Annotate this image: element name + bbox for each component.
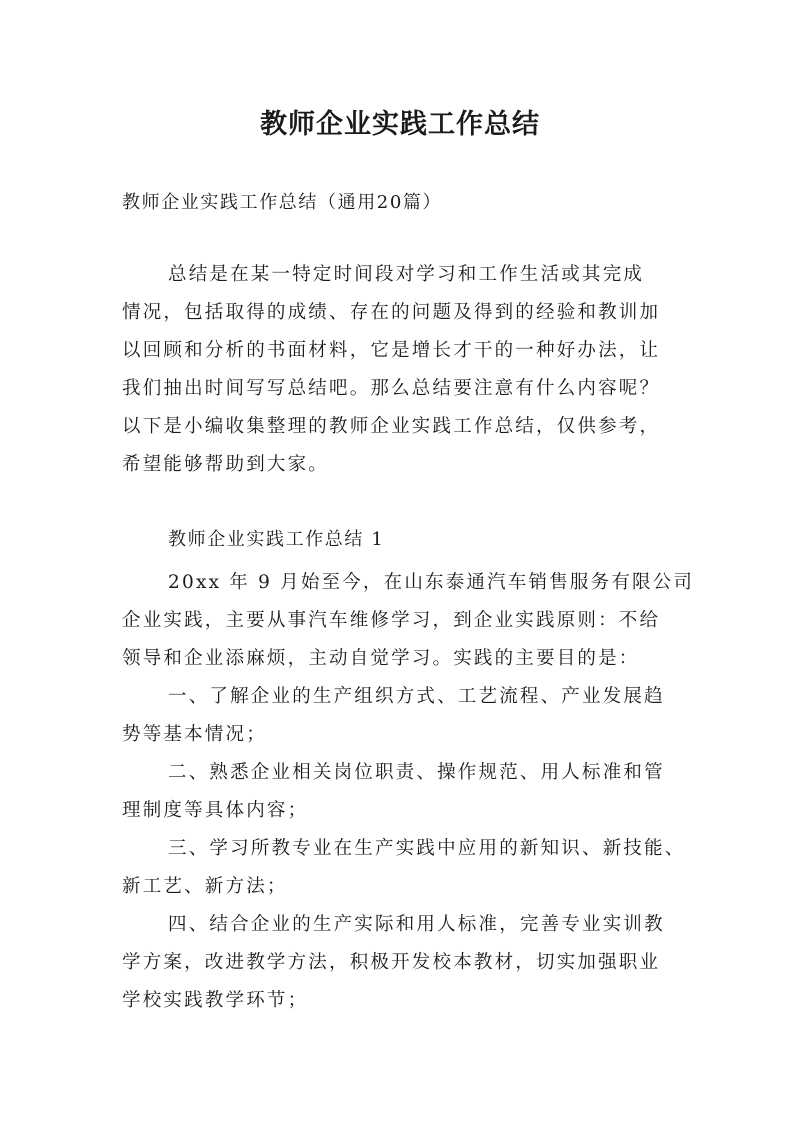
body-line: 一、了解企业的生产组织方式、工艺流程、产业发展趋 (168, 686, 665, 707)
body-line: 学校实践教学环节； (122, 990, 309, 1011)
intro-line: 情况，包括取得的成绩、存在的问题及得到的经验和教训加 (122, 302, 661, 323)
body-line: 新工艺、新方法； (122, 876, 288, 897)
intro-line: 总结是在某一特定时间段对学习和工作生活或其完成 (168, 264, 645, 285)
document-subtitle: 教师企业实践工作总结（通用20篇） (122, 192, 443, 213)
body-line: 二、熟悉企业相关岗位职责、操作规范、用人标准和管 (168, 762, 665, 783)
body-line: 势等基本情况； (122, 724, 267, 745)
body-line: 20xx 年 9 月始至今，在山东泰通汽车销售服务有限公司 (168, 572, 695, 593)
body-line: 理制度等具体内容； (122, 800, 309, 821)
intro-line: 希望能够帮助到大家。 (122, 454, 330, 475)
intro-line: 以回顾和分析的书面材料，它是增长才干的一种好办法，让 (122, 340, 661, 361)
body-line: 学方案，改进教学方法，积极开发校本教材，切实加强职业 (122, 952, 661, 973)
intro-paragraph (122, 256, 682, 484)
document-title: 教师企业实践工作总结 (260, 109, 540, 140)
body-line: 企业实践，主要从事汽车维修学习，到企业实践原则：不给 (122, 610, 661, 631)
intro-line: 以下是小编收集整理的教师企业实践工作总结，仅供参考， (122, 416, 661, 437)
intro-line: 我们抽出时间写写总结吧。那么总结要注意有什么内容呢？ (122, 378, 661, 399)
body-line: 三、学习所教专业在生产实践中应用的新知识、新技能、 (168, 838, 686, 859)
body-line: 领导和企业添麻烦，主动自觉学习。实践的主要目的是： (122, 648, 640, 669)
body-line: 四、结合企业的生产实际和用人标准，完善专业实训教 (168, 914, 665, 935)
section-heading: 教师企业实践工作总结 1 (168, 529, 385, 550)
section-body (122, 564, 695, 1020)
